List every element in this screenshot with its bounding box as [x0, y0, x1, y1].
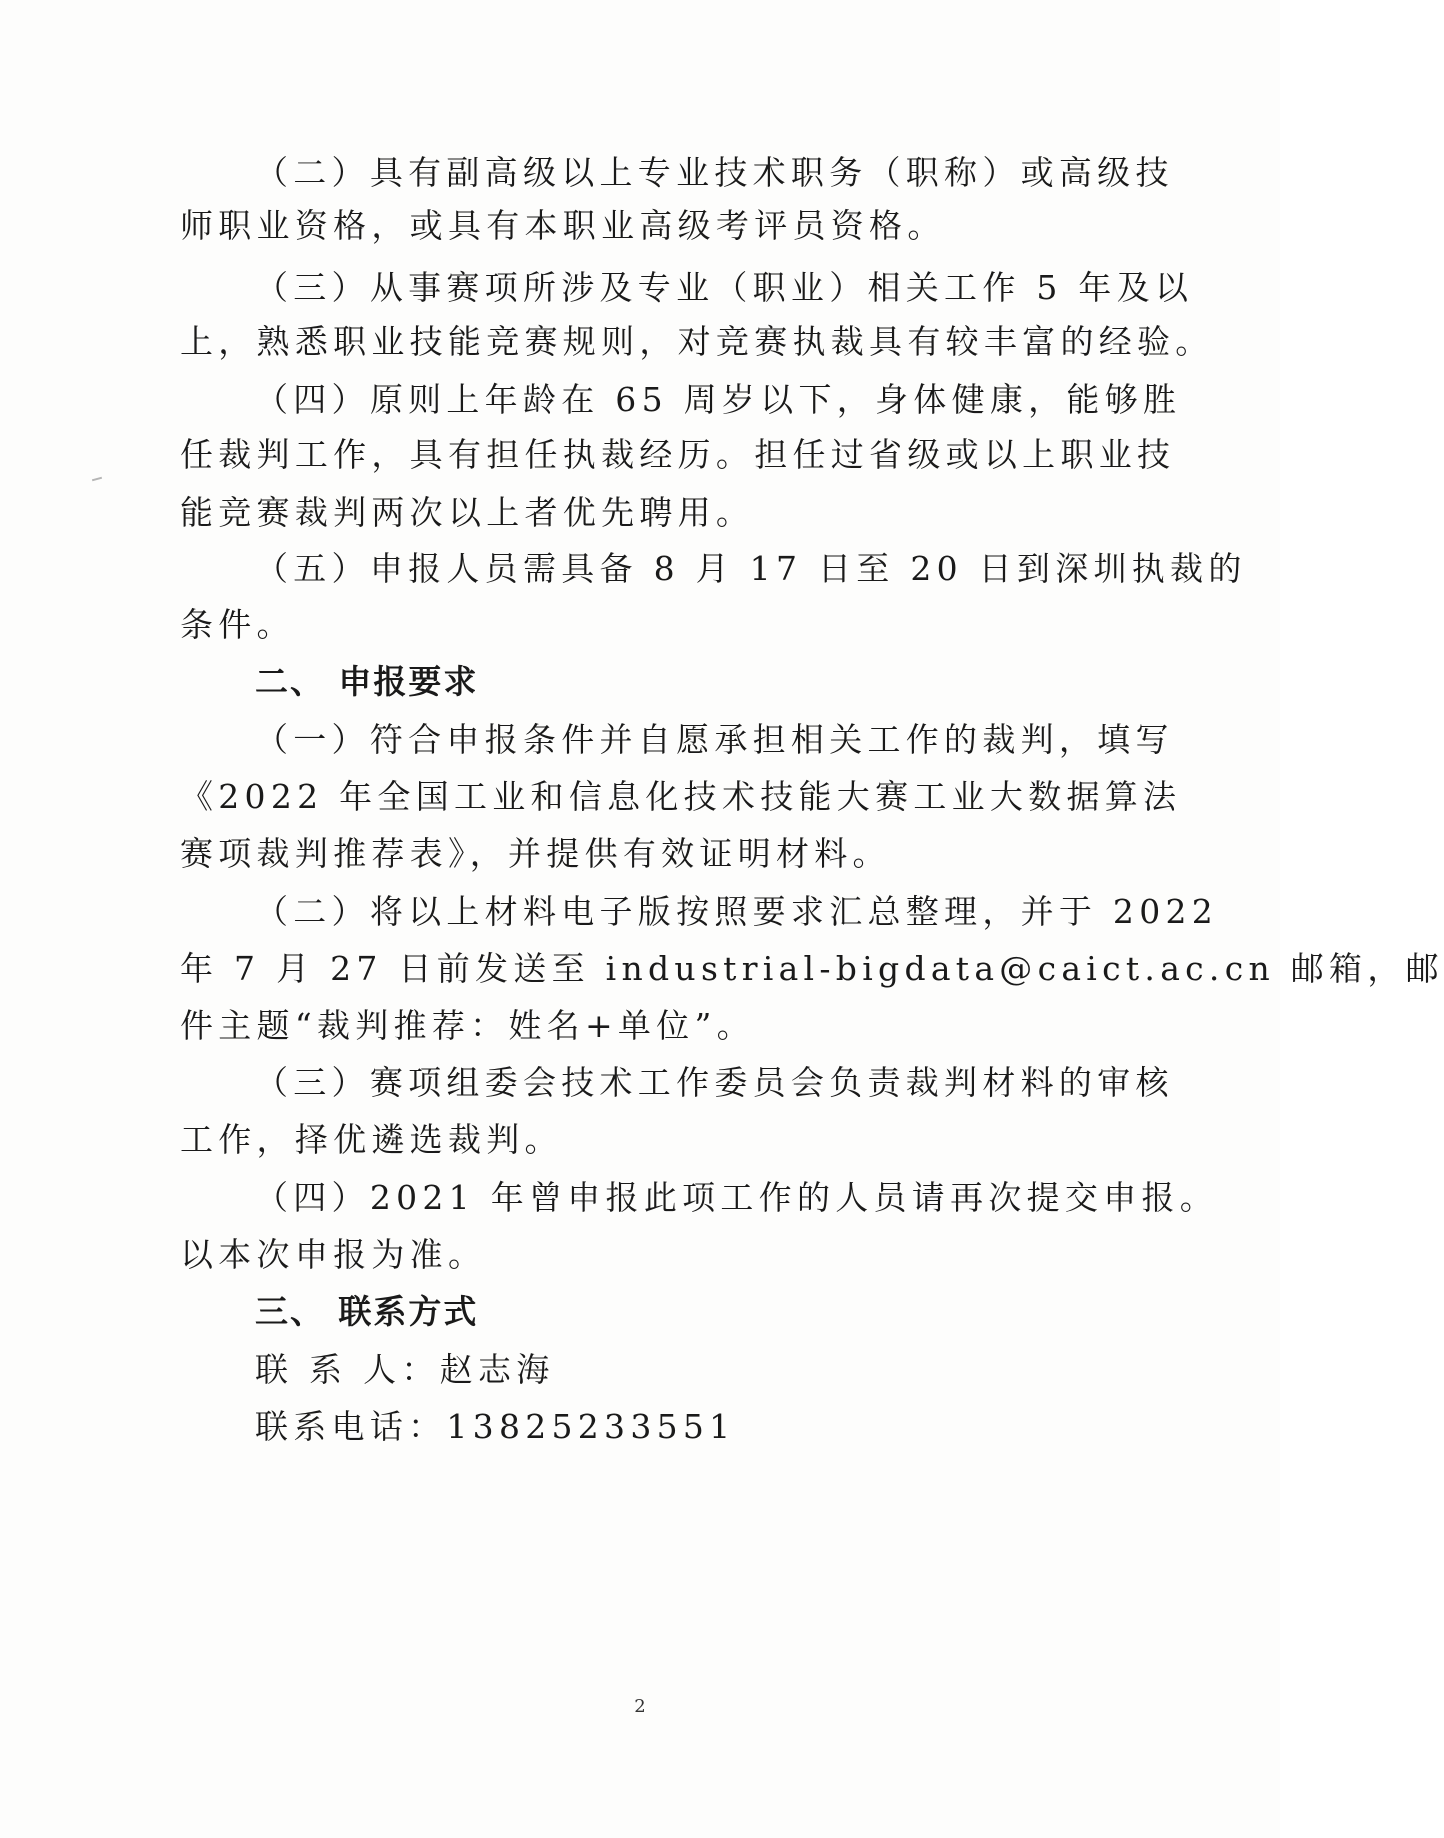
paragraph-line: 上，熟悉职业技能竞赛规则，对竞赛执裁具有较丰富的经验。	[180, 322, 1214, 361]
paragraph-line: 工作，择优遴选裁判。	[180, 1120, 563, 1159]
paragraph-line: 能竞赛裁判两次以上者优先聘用。	[180, 493, 755, 532]
paragraph-line: 件主题“裁判推荐：姓名+单位”。	[180, 1006, 755, 1045]
paragraph-line: （三）从事赛项所涉及专业（职业）相关工作 5 年及以	[255, 268, 1194, 307]
paragraph-line: 年 7 月 27 日前发送至 industrial-bigdata@caict.ac.cn 邮箱，邮	[180, 949, 1444, 988]
paragraph-line: （四）原则上年龄在 65 周岁以下，身体健康，能够胜	[255, 380, 1182, 419]
section-heading: 二、 申报要求	[255, 662, 479, 701]
paragraph-line: （三）赛项组委会技术工作委员会负责裁判材料的审核	[255, 1063, 1174, 1102]
page-number: 2	[634, 1696, 646, 1717]
section-heading: 三、 联系方式	[255, 1292, 479, 1331]
paragraph-line: （四）2021 年曾申报此项工作的人员请再次提交申报。	[255, 1178, 1219, 1217]
paragraph-line: （五）申报人员需具备 8 月 17 日至 20 日到深圳执裁的	[255, 549, 1247, 588]
paragraph-line: （二）具有副高级以上专业技术职务（职称）或高级技	[255, 153, 1174, 192]
paragraph-line: （一）符合申报条件并自愿承担相关工作的裁判，填写	[255, 720, 1174, 759]
contact-person-line: 联 系 人：赵志海	[255, 1350, 555, 1389]
paragraph-line: （二）将以上材料电子版按照要求汇总整理，并于 2022	[255, 892, 1219, 931]
paragraph-line: 以本次申报为准。	[180, 1235, 487, 1274]
paragraph-line: 任裁判工作，具有担任执裁经历。担任过省级或以上职业技	[180, 435, 1176, 474]
scan-speck	[92, 477, 102, 482]
paragraph-line: 条件。	[180, 605, 295, 644]
contact-phone-line: 联系电话：13825233551	[255, 1407, 736, 1446]
paragraph-line: 赛项裁判推荐表》，并提供有效证明材料。	[180, 834, 891, 873]
paragraph-line: 《2022 年全国工业和信息化技术技能大赛工业大数据算法	[180, 777, 1182, 816]
paragraph-line: 师职业资格，或具有本职业高级考评员资格。	[180, 206, 946, 245]
